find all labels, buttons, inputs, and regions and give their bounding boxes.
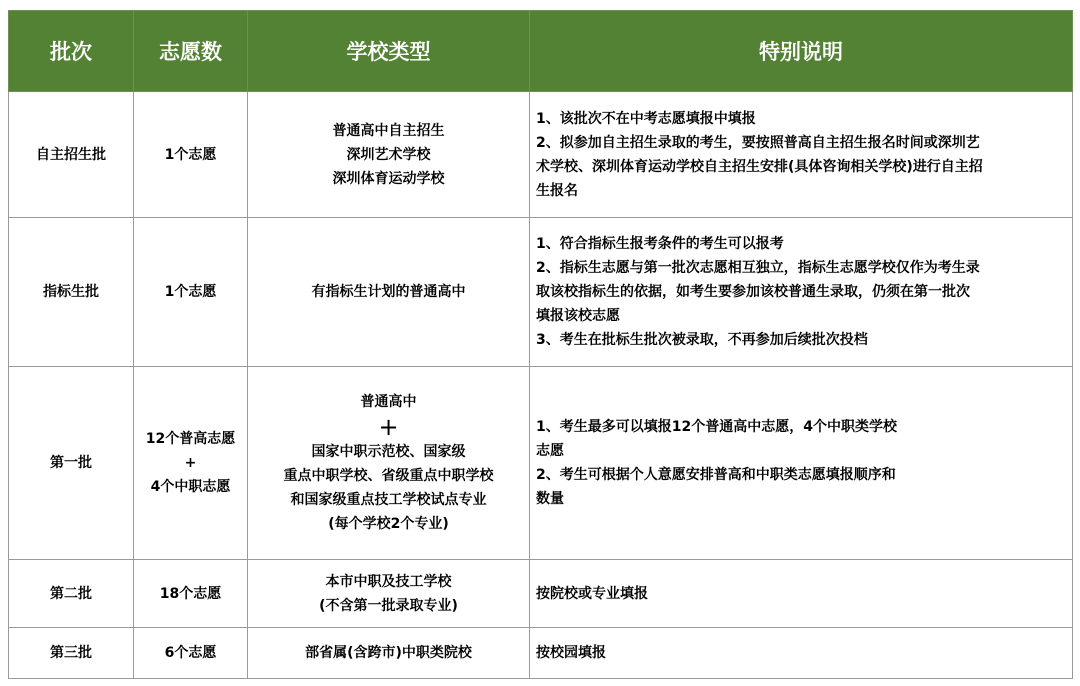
count-cell — [134, 92, 248, 218]
note-line: 3、考生在批标生批次被录取，不再参加后续批次投档 — [536, 332, 868, 348]
note-line: 志愿 — [536, 443, 564, 459]
table-row — [9, 628, 1073, 679]
note-line: 2、拟参加自主招生录取的考生，要按照普高自主招生报名时间或深圳艺 — [536, 134, 980, 151]
table-header-row — [9, 11, 1073, 92]
type-line: 普通高中自主招生 — [332, 122, 445, 139]
type-line: 有指标生计划的普通高中 — [311, 284, 466, 300]
type-line: 重点中职学校、省级重点中职学校 — [283, 468, 494, 484]
type-line: 部省属(含跨市)中职类院校 — [305, 645, 472, 661]
note-line: 按院校或专业填报 — [536, 585, 648, 602]
type-line: 深圳艺术学校 — [346, 146, 431, 163]
count-plus: + — [184, 455, 197, 471]
note-cell — [530, 628, 1073, 679]
type-line: 和国家级重点技工学校试点专业 — [290, 492, 487, 508]
type-line: 深圳体育运动学校 — [332, 170, 445, 187]
admission-batch-table — [8, 10, 1073, 679]
type-cell — [248, 367, 530, 560]
count-line: 4个中职志愿 — [150, 479, 231, 495]
note-line: 取该校指标生的依据，如考生要参加该校普通生录取，仍须在第一批次 — [536, 284, 970, 300]
note-line: 术学校、深圳体育运动学校自主招生安排(具体咨询相关学校)进行自主招 — [536, 158, 983, 175]
type-cell — [248, 218, 530, 367]
note-line: 1、该批次不在中考志愿填报中填报 — [536, 110, 756, 127]
header-count: 志愿数 — [134, 11, 248, 92]
count-cell — [134, 367, 248, 560]
batch-cell: 自主招生批 — [9, 92, 134, 218]
note-line: 2、考生可根据个人意愿安排普高和中职类志愿填报顺序和 — [536, 467, 896, 483]
type-cell — [248, 628, 530, 679]
count-line: 1个志愿 — [164, 284, 217, 300]
type-line: 国家中职示范校、国家级 — [311, 444, 466, 460]
header-batch: 批次 — [9, 11, 134, 92]
count-line: 1个志愿 — [164, 146, 217, 163]
table-row — [9, 92, 1073, 218]
table-row — [9, 560, 1073, 628]
note-cell — [530, 560, 1073, 628]
type-line: (每个学校2个专业) — [328, 516, 449, 532]
type-line: 普通高中 — [360, 394, 417, 410]
header-note: 特别说明 — [530, 11, 1073, 92]
note-cell — [530, 218, 1073, 367]
type-line: (不含第一批录取专业) — [319, 597, 458, 614]
count-cell — [134, 628, 248, 679]
count-cell — [134, 560, 248, 628]
note-line: 1、符合指标生报考条件的考生可以报考 — [536, 236, 784, 252]
table-row — [9, 218, 1073, 367]
batch-cell: 第一批 — [9, 367, 134, 560]
count-line: 18个志愿 — [159, 585, 222, 602]
note-line: 生报名 — [536, 182, 578, 199]
count-line: 6个志愿 — [164, 645, 217, 661]
type-plus: + — [378, 413, 399, 441]
batch-cell: 指标生批 — [9, 218, 134, 367]
note-line: 数量 — [536, 491, 564, 507]
count-cell — [134, 218, 248, 367]
count-line: 12个普高志愿 — [145, 431, 236, 447]
header-type: 学校类型 — [248, 11, 530, 92]
batch-cell: 第二批 — [9, 560, 134, 628]
note-cell — [530, 367, 1073, 560]
note-line: 填报该校志愿 — [536, 308, 620, 324]
note-line: 按校园填报 — [536, 645, 606, 661]
type-cell — [248, 92, 530, 218]
admission-table-container — [8, 10, 1072, 679]
type-cell — [248, 560, 530, 628]
type-line: 本市中职及技工学校 — [325, 573, 452, 590]
table-row — [9, 367, 1073, 560]
note-cell — [530, 92, 1073, 218]
batch-cell: 第三批 — [9, 628, 134, 679]
note-line: 1、考生最多可以填报12个普通高中志愿，4个中职类学校 — [536, 419, 897, 435]
note-line: 2、指标生志愿与第一批次志愿相互独立，指标生志愿学校仅作为考生录 — [536, 260, 980, 276]
